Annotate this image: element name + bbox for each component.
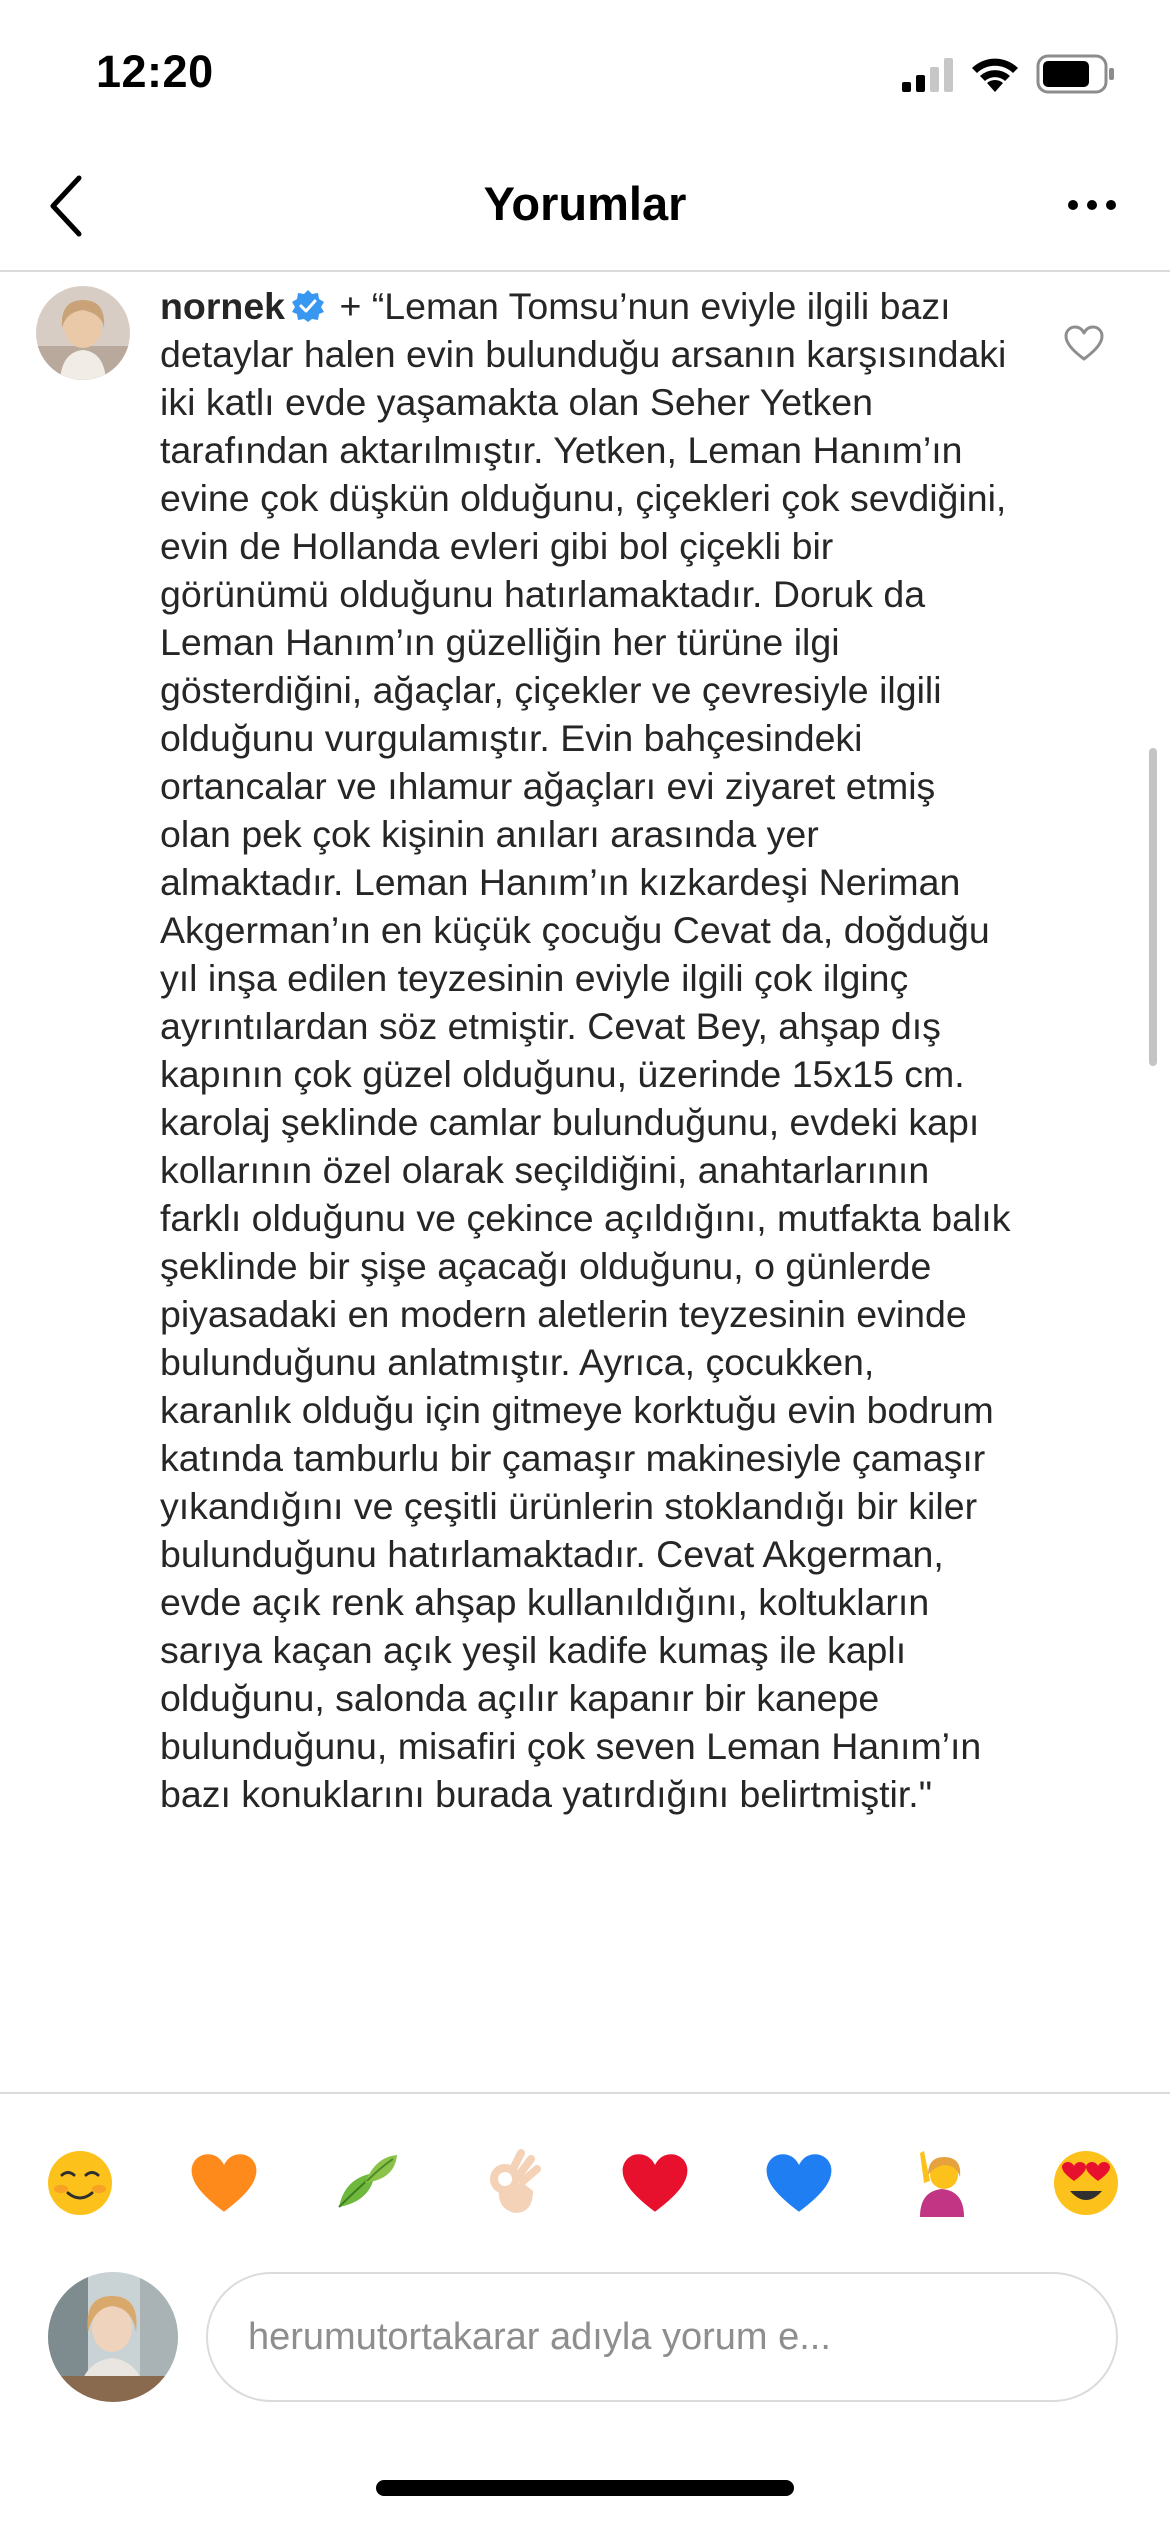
smiling-face-icon — [44, 2147, 116, 2219]
emoji-heart-eyes-button[interactable] — [1046, 2143, 1126, 2223]
red-heart-icon — [619, 2150, 691, 2216]
header — [0, 140, 1170, 272]
emoji-smiling-face-button[interactable] — [40, 2143, 120, 2223]
current-user-avatar — [48, 2272, 178, 2402]
comment-input[interactable] — [206, 2272, 1118, 2402]
heart-outline-icon — [1064, 325, 1104, 361]
verified-badge-icon — [291, 289, 325, 323]
emoji-blue-heart-button[interactable] — [759, 2143, 839, 2223]
ellipsis-icon — [1067, 199, 1117, 211]
like-comment-button[interactable] — [1058, 318, 1110, 368]
comment-username[interactable]: nornek — [160, 285, 286, 327]
battery-icon — [1036, 54, 1116, 94]
cellular-signal-icon — [902, 58, 956, 92]
status-time: 12:20 — [96, 46, 214, 97]
commenter-avatar[interactable] — [36, 286, 130, 380]
emoji-leaves-button[interactable] — [327, 2143, 407, 2223]
orange-heart-icon — [188, 2150, 260, 2216]
avatar-image — [48, 2272, 178, 2402]
blue-heart-icon — [763, 2150, 835, 2216]
emoji-orange-heart-button[interactable] — [184, 2143, 264, 2223]
emoji-person-raising-hand-button[interactable] — [902, 2143, 982, 2223]
home-indicator — [376, 2480, 794, 2496]
comment-text: + “Leman Tomsu’nun eviyle ilgili bazı detaylar halen evin bulunduğu arsanın karşısındaki iki katlı evde yaşamakta olan Seher Yetken tarafından aktarılmıştır. Yetken, Leman Hanım’ın evine çok düşkün olduğunu, çiçekleri çok sevdiğini, evin de Hollanda evleri gibi bol çiçekli bir görünümü olduğunu hatırlamaktadır. Doruk da Leman Hanım’ın güzelliğin her türüne ilgi gösterdiğini, ağaçlar, çiçekler ve çevresiyle ilgili olduğunu vurgulamıştır. Evin bahçesindeki ortancalar ve ıhlamur ağaçları evi ziyaret etmiş olan pek çok kişinin anıları arasında yer almaktadır. Leman Hanım’ın kızkardeşi Neriman Akgerman’ın en küçük çocuğu Cevat da, doğduğu yıl inşa edilen teyzesinin eviyle ilgili çok ilginç ayrıntılardan söz etmiştir. Cevat Bey, ahşap dış kapının çok güzel olduğunu, üzerinde 15x15 cm. karolaj şeklinde camlar bulunduğunu, evdeki kapı kollarının özel olarak seçildiğini, anahtarlarının farklı olduğunu ve çekince açıldığını, mutfakta balık şeklinde bir şişe açacağı olduğunu, o günlerde piyasadaki en modern aletlerin teyzesinin evinde bulunduğunu anlatmıştır. Ayrıca, çocukken, karanlık olduğu için gitmeye korktuğu evin bodrum katında tamburlu bir çamaşır makinesiyle çamaşır yıkandığını ve çeşitli ürünlerin stoklandığı bir kiler bulunduğunu hatırlamaktadır. Cevat Akgerman, evde açık renk ahşap kullanıldığını, koltukların sarıya kaçan açık yeşil kadife kumaş ile kaplı olduğunu, salonda açılır kapanır bir kanepe bulunduğunu, misafiri çok seven Leman Hanım’ın bazı konuklarını burada yatırdığını belirtmiştir." — [160, 285, 1011, 1815]
emoji-ok-hand-button[interactable] — [471, 2143, 551, 2223]
person-raising-hand-icon — [906, 2147, 978, 2219]
leaves-icon — [331, 2147, 403, 2219]
ok-hand-icon — [475, 2147, 547, 2219]
more-options-button[interactable] — [1052, 170, 1132, 240]
emoji-quick-bar — [0, 2092, 1170, 2272]
page-title: Yorumlar — [483, 177, 687, 230]
emoji-red-heart-button[interactable] — [615, 2143, 695, 2223]
avatar-image — [36, 286, 130, 380]
comment-body — [160, 282, 1012, 1818]
wifi-icon — [968, 52, 1022, 94]
heart-eyes-icon — [1050, 2147, 1122, 2219]
scrollbar[interactable] — [1149, 748, 1157, 1066]
comment-composer — [0, 2272, 1170, 2422]
comment — [0, 272, 1170, 2092]
status-bar — [0, 0, 1170, 140]
